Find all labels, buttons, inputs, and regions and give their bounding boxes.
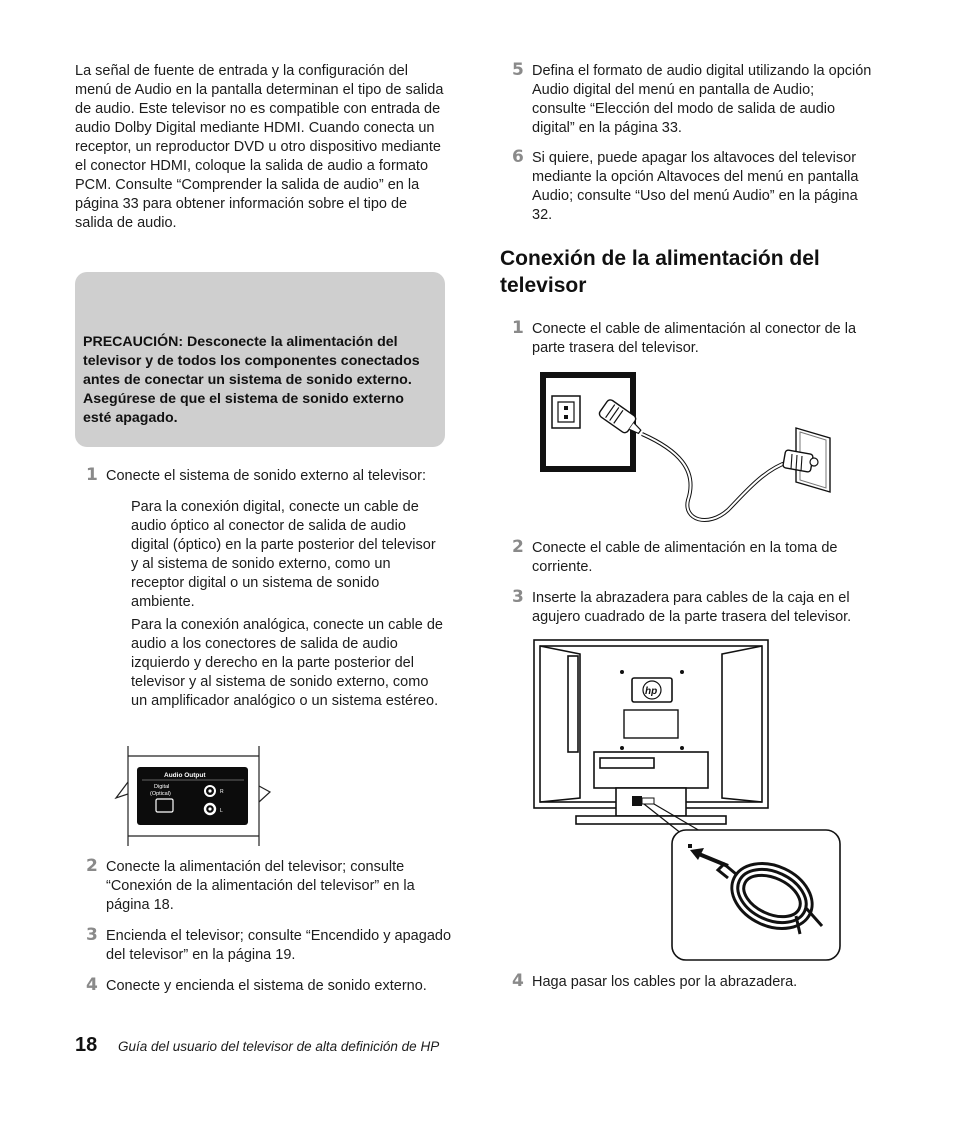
left-step-1 <box>86 465 451 486</box>
audio-output-panel-illustration <box>112 742 272 850</box>
l-label: L <box>220 808 223 814</box>
analog-connection-paragraph: Para la conexión analógica, conecte un cable de audio a los conectores de salida de audio izquierdo y derecho en la parte posterior del televisor y al sistema de sonido externo, como un amplificador analógico o un sistema estéreo. <box>131 617 443 709</box>
right-step-6 <box>512 147 872 225</box>
step-text: Inserte la abrazadera para cables de la caja en el agujero cuadrado de la parte trasera del televisor. <box>532 590 852 625</box>
hp-logo-text: hp <box>645 686 658 697</box>
power-step-2 <box>512 537 872 577</box>
step-text: Conecte y encienda el sistema de sonido externo. <box>106 978 427 994</box>
step-number: 4 <box>86 975 98 995</box>
hp-logo-badge <box>632 678 672 702</box>
step-number: 1 <box>86 465 98 485</box>
power-step-1 <box>512 318 872 358</box>
step-text: Conecte la alimentación del televisor; consulte “Conexión de la alimentación del televisor” en la página 18. <box>106 859 415 913</box>
r-label: R <box>220 789 224 795</box>
step-number: 3 <box>512 587 524 607</box>
tv-stand <box>576 752 726 824</box>
step-number: 2 <box>86 856 98 876</box>
section-heading: Conexión de la alimentación del televisor <box>500 247 820 297</box>
step-number: 2 <box>512 537 524 557</box>
step-text: Encienda el televisor; consulte “Encendido y apagado del televisor” en la página 19. <box>106 928 452 963</box>
caution-text: PRECAUCIÓN: Desconecte la alimentación del televisor y de todos los componentes conectados antes de conectar un sistema de sonido externo. Asegúrese de que el sistema de sonido externo esté apagado. <box>83 334 420 426</box>
square-hole-icon <box>632 796 642 806</box>
digital-label: Digital <box>154 784 170 790</box>
power-cord-illustration <box>538 370 838 530</box>
step-number: 3 <box>86 925 98 945</box>
footer-title: Guía del usuario del televisor de alta definición de HP <box>118 1039 440 1054</box>
intro-paragraph: La señal de fuente de entrada y la configuración del menú de Audio en la pantalla determinan el tipo de salida de audio. Este televisor no es compatible con entrada de audio Dolby Digital mediante HDMI. Cuando conecta un receptor, un reproductor DVD u otro dispositivo mediante el conector HDMI, coloque la salida de audio a formato PCM. Consulte “Comprender la salida de audio” en la página 33 para obtener información sobre el tipo de salida de audio. <box>75 63 444 231</box>
step-number: 1 <box>512 318 524 338</box>
step-text: Conecte el cable de alimentación al conector de la parte trasera del televisor. <box>532 321 857 356</box>
tv-label-plate <box>624 710 678 738</box>
step-number: 4 <box>512 971 524 991</box>
power-cable <box>642 434 788 520</box>
optical-label: (Optical) <box>150 791 171 797</box>
step-text: Conecte el sistema de sonido externo al televisor: <box>106 468 426 484</box>
step-text: Defina el formato de audio digital utilizando la opción Audio digital del menú en pantalla de Audio; consulte “Elección del modo de salida de audio digital” en la página 33. <box>532 63 872 136</box>
power-step-3 <box>512 587 877 627</box>
step-number: 6 <box>512 147 524 167</box>
left-step-3 <box>86 925 452 965</box>
audio-output-title: Audio Output <box>164 772 206 779</box>
page-number: 18 <box>75 1034 98 1056</box>
left-step-4 <box>86 975 451 996</box>
digital-connection-paragraph: Para la conexión digital, conecte un cable de audio óptico al conector de salida de audio digital (óptico) en la parte posterior del televisor y al sistema de sonido externo, como un receptor digital o un sistema de sonido ambiente. <box>131 499 436 610</box>
caution-box <box>75 272 445 447</box>
power-step-4 <box>512 971 872 992</box>
right-step-5 <box>512 60 872 138</box>
step-number: 5 <box>512 60 524 80</box>
left-step-2 <box>86 856 451 915</box>
step-text: Si quiere, puede apagar los altavoces del televisor mediante la opción Altavoces del menú en pantalla Audio; consulte “Uso del menú Audio” en la página 32. <box>532 150 859 223</box>
step-text: Haga pasar los cables por la abrazadera. <box>532 974 798 990</box>
tv-rear-cable-clip-illustration <box>532 638 842 964</box>
step-text: Conecte el cable de alimentación en la toma de corriente. <box>532 540 838 575</box>
